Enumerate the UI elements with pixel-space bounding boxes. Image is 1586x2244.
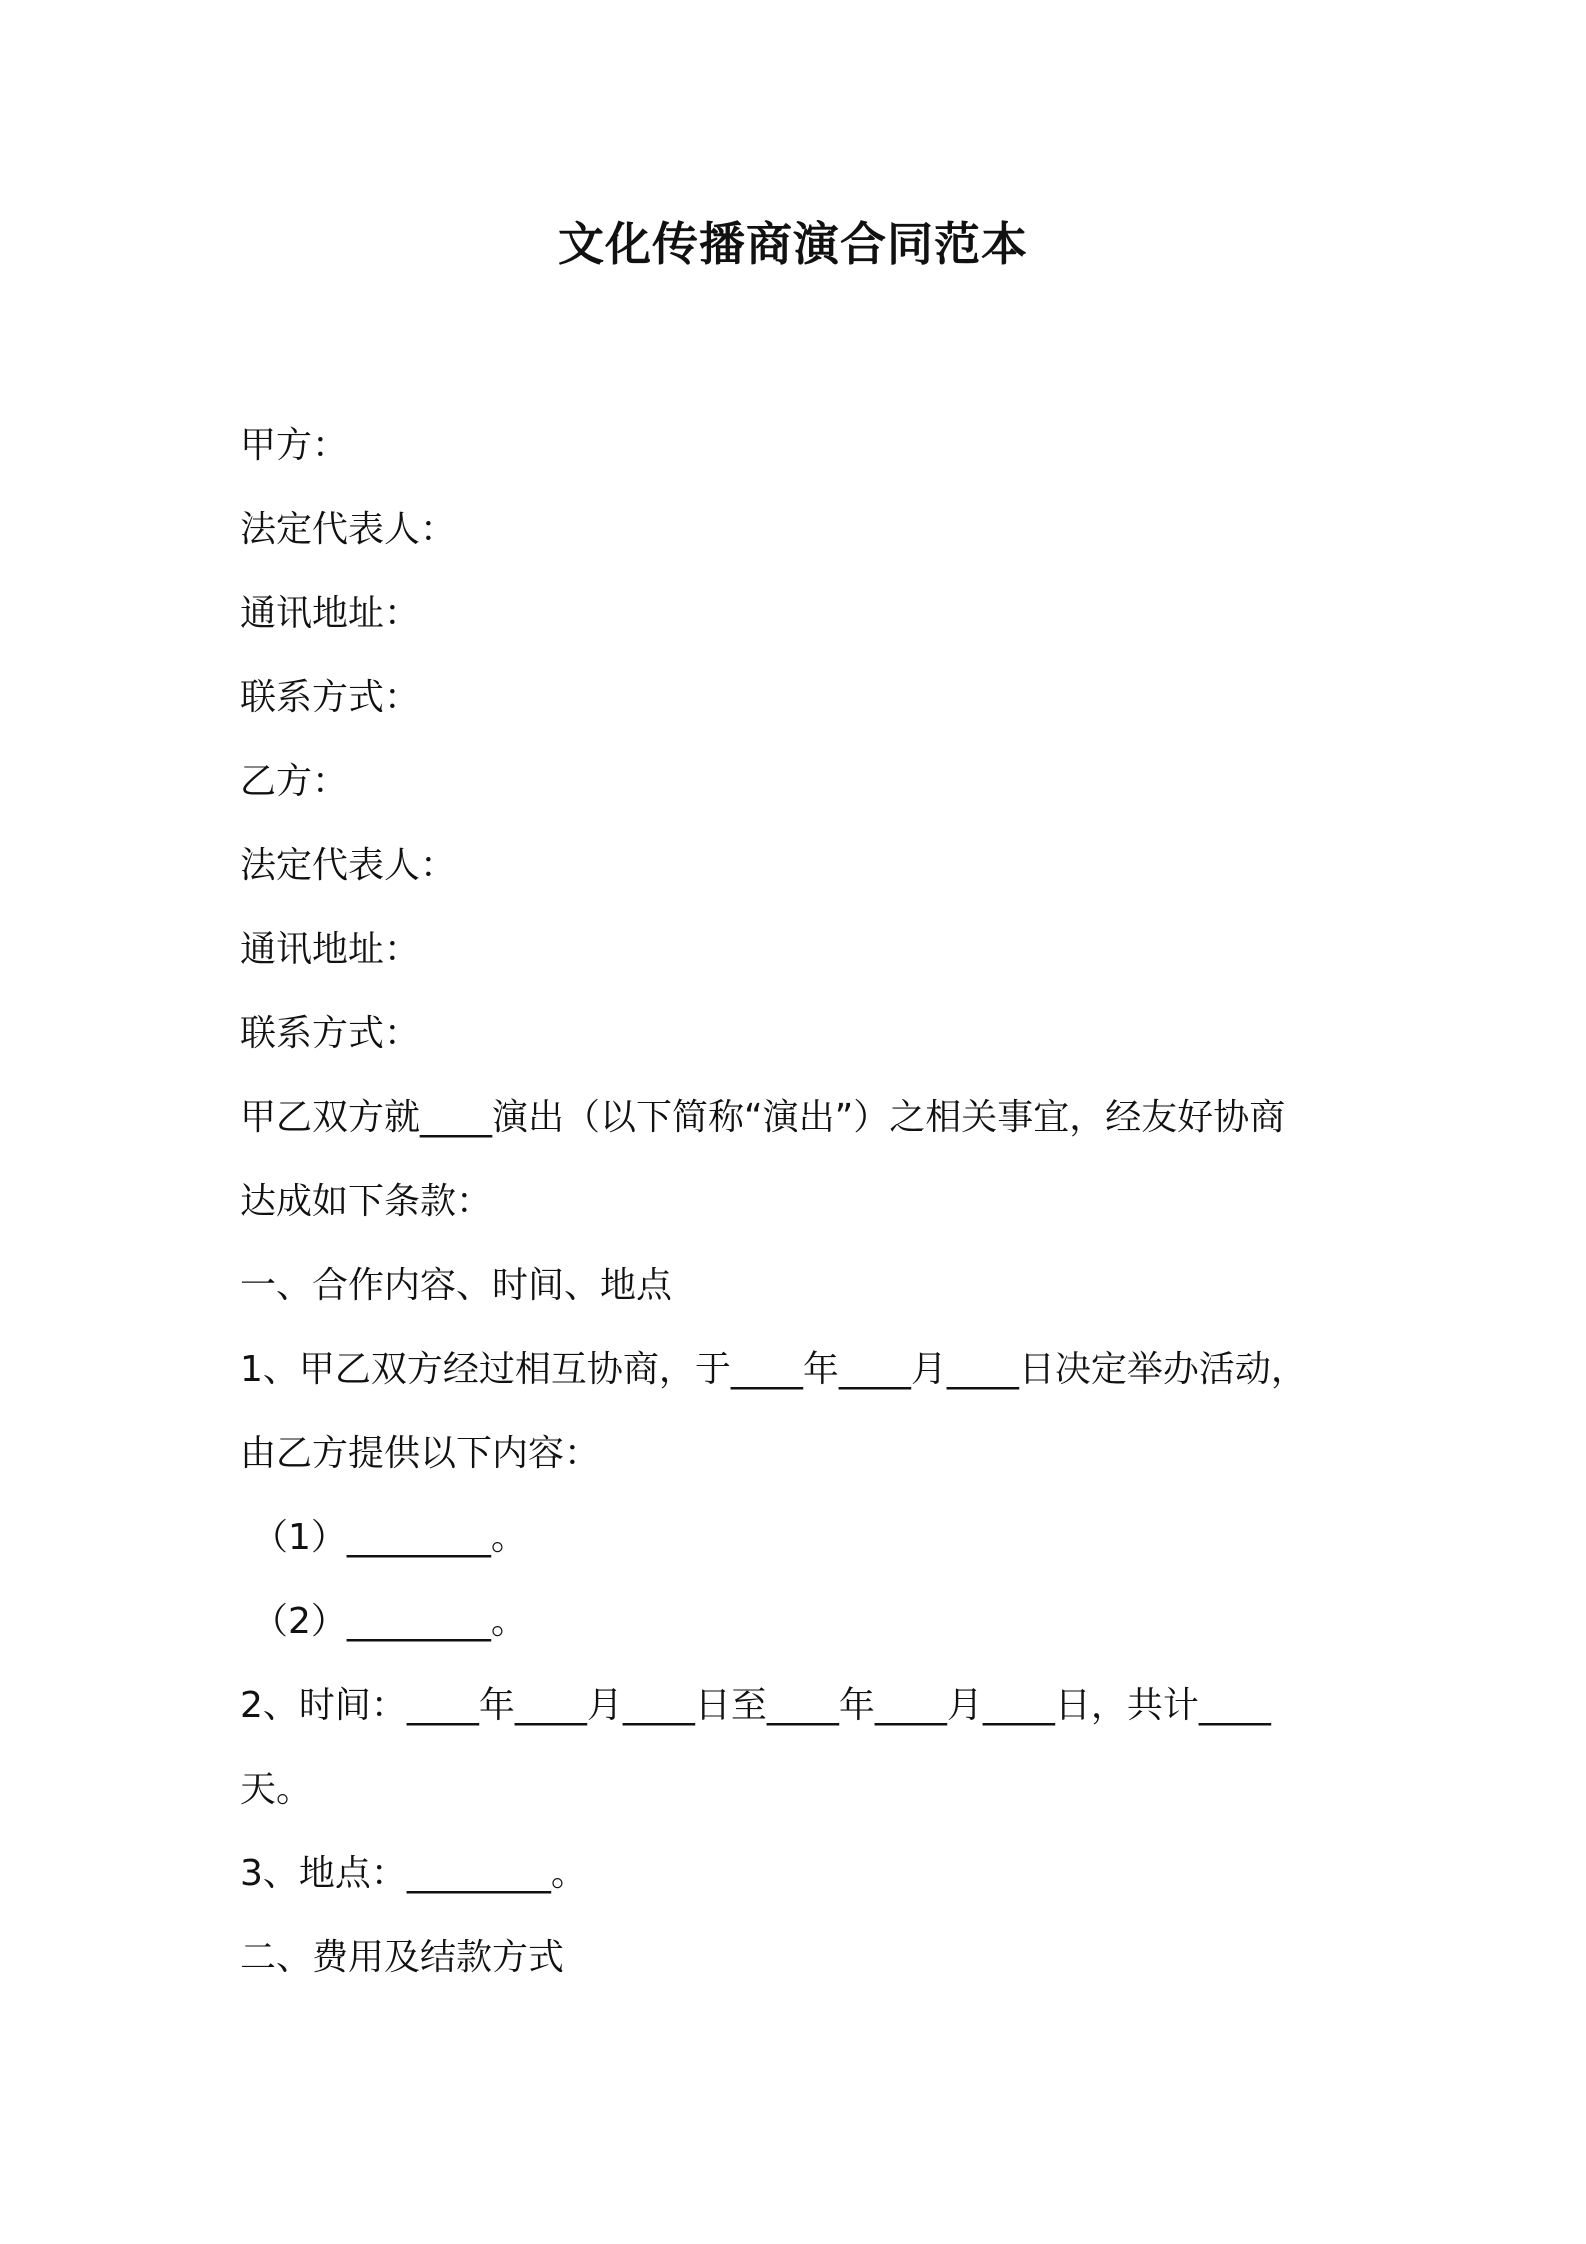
party-b-representative: 法定代表人：	[240, 845, 457, 886]
party-b-contact: 联系方式：	[240, 1013, 421, 1054]
party-a-address: 通讯地址：	[240, 593, 421, 634]
contract-body	[240, 404, 1370, 2000]
section-heading-2: 二、费用及结款方式	[240, 1937, 565, 1978]
clause-1-item-2: （2）________。	[252, 1601, 527, 1642]
document-title: 文化传播商演合同范本	[558, 217, 1028, 271]
clause-3: 3、地点：________。	[240, 1853, 587, 1894]
preamble-line-2: 达成如下条款：	[240, 1181, 493, 1222]
preamble-line-1: 甲乙双方就____演出（以下简称“演出”）之相关事宜，经友好协商	[240, 1097, 1286, 1138]
clause-2-line-2: 天。	[240, 1769, 313, 1810]
party-b-address: 通讯地址：	[240, 929, 421, 970]
party-b-label: 乙方：	[240, 761, 349, 802]
clause-2-line-1: 2、时间：____年____月____日至____年____月____日，共计____	[240, 1685, 1271, 1726]
clause-1-line-1: 1、甲乙双方经过相互协商，于____年____月____日决定举办活动，	[240, 1349, 1307, 1390]
party-a-contact: 联系方式：	[240, 677, 421, 718]
party-a-representative: 法定代表人：	[240, 509, 457, 550]
section-heading-1: 一、合作内容、时间、地点	[240, 1265, 673, 1306]
clause-1-line-2: 由乙方提供以下内容：	[240, 1433, 601, 1474]
clause-1-item-1: （1）________。	[252, 1517, 527, 1558]
party-a-label: 甲方：	[240, 425, 349, 466]
